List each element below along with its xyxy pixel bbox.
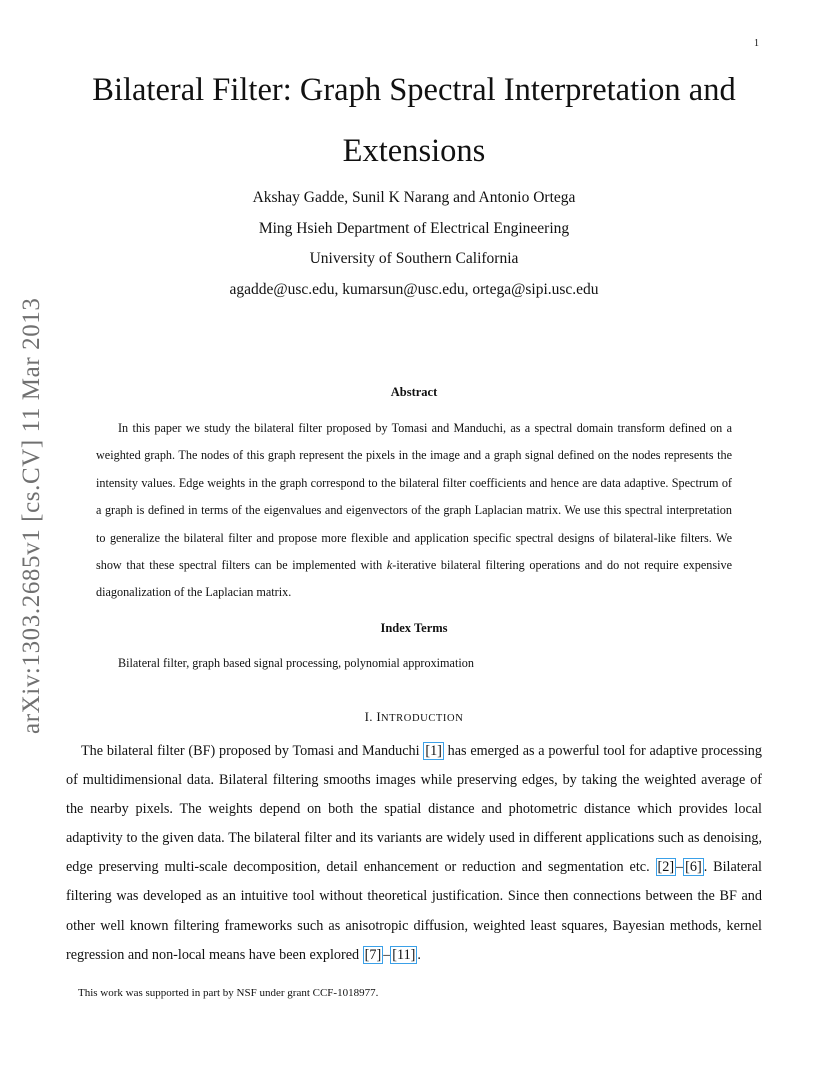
index-terms-text: Bilateral filter, graph based signal processing, polynomial approximation [118, 656, 474, 670]
intro-text-2: has emerged as a powerful tool for adaptive processing of multidimensional data. Bilateral filtering smooths images while preserving edges, by taking the weighted average of the nearby pixels. The weights depend on both the spatial distance and photometric distance which provides local adaptivity to the given data. The bilateral filter and its variants are widely used in different applications such as denoising, edge preserving multi-scale decomposition, detail enhancement or reduction and segmentation etc. [66, 743, 762, 876]
intro-text-1: The bilateral filter (BF) proposed by Tomasi and Manduchi [81, 743, 424, 759]
arxiv-identifier: arXiv:1303.2685v1 [cs.CV] 11 Mar 2013 [18, 297, 45, 734]
intro-text-4: . [417, 946, 421, 963]
citation-link-2[interactable]: [2] [657, 859, 675, 876]
affiliation-university: University of Southern California [309, 250, 519, 267]
citation-link-7[interactable]: [7] [364, 946, 382, 963]
paper-title: Bilateral Filter: Graph Spectral Interpretation and Extensions [92, 72, 736, 169]
citation-range-dash-2: – [383, 946, 391, 963]
abstract-k-variable: k [386, 558, 393, 573]
citation-link-1[interactable]: [1] [425, 743, 442, 759]
citation-range-dash-1: – [676, 859, 684, 876]
author-emails: agadde@usc.edu, kumarsun@usc.edu, ortega@sipi.usc.edu [229, 280, 599, 298]
abstract-heading: Abstract [390, 385, 438, 399]
author-block [60, 183, 768, 305]
section-title-rest: NTRODUCTION [380, 713, 464, 724]
abstract-text-part1: In this paper we study the bilateral filter proposed by Tomasi and Manduchi, as a spectral domain transform defined on a weighted graph. The nodes of this graph represent the pixels in the image and a graph signal defined on the nodes represents the intensity values. Edge weights in the graph correspond to the bilateral filter coefficients and hence are data adaptive. Spectrum of a graph is defined in terms of the eigenvalues and eigenvectors of the graph Laplacian matrix. We use this spectral interpretation to generalize the bilateral filter and propose more flexible and application specific spectral designs of bilateral-like filters. We show that these spectral filters can be implemented with [96, 421, 732, 573]
affiliation-department: Ming Hsieh Department of Electrical Engineering [258, 219, 570, 237]
intro-text-3: . Bilateral filtering was developed as an intuitive tool without theoretical justification. Since then connections between the BF and other well known filtering frameworks such as anisotropic diffusion, weighted least squares, Bayesian methods, kernel regression and non-local means have been explored [66, 859, 762, 963]
author-names: Akshay Gadde, Sunil K Narang and Antonio Ortega [252, 189, 576, 206]
page-number: 1 [754, 38, 759, 49]
section-heading-introduction [60, 709, 768, 725]
funding-footnote: This work was supported in part by NSF under grant CCF-1018977. [78, 987, 379, 999]
index-terms-heading: Index Terms [380, 621, 448, 635]
introduction-paragraph [66, 737, 762, 970]
section-number: I. [364, 709, 377, 724]
abstract-text [96, 415, 732, 607]
citation-link-6[interactable]: [6] [685, 859, 702, 876]
section-initial: I [376, 709, 381, 724]
citation-link-11[interactable]: [11] [392, 946, 416, 963]
abstract-text-part2: -iterative bilateral filtering operations and do not require expensive diagonalization of the Laplacian matrix. [96, 558, 732, 600]
